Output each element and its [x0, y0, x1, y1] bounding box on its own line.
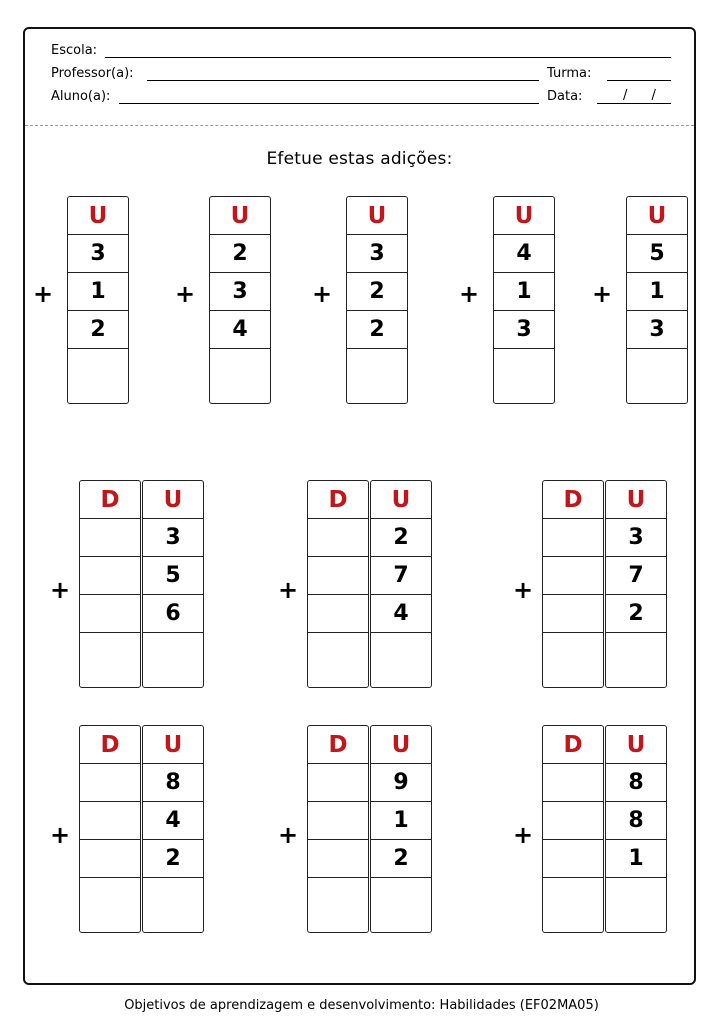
units-column	[493, 196, 555, 404]
addend-digit: 2	[371, 519, 431, 557]
answer-box-units[interactable]	[371, 878, 431, 930]
answer-box-units[interactable]	[143, 878, 203, 930]
tens-header: D	[543, 481, 603, 519]
student-label: Aluno(a):	[51, 89, 111, 104]
units-header: U	[371, 481, 431, 519]
tens-empty-cell[interactable]	[80, 840, 140, 878]
addend-digit: 3	[494, 311, 554, 349]
addend-digit: 4	[371, 595, 431, 633]
answer-box-tens[interactable]	[308, 633, 368, 685]
addend-digit: 9	[371, 764, 431, 802]
tens-column	[307, 480, 369, 688]
tens-empty-cell[interactable]	[80, 557, 140, 595]
units-header: U	[606, 726, 666, 764]
tens-empty-cell[interactable]	[308, 840, 368, 878]
tens-empty-cell[interactable]	[80, 595, 140, 633]
tens-empty-cell[interactable]	[543, 519, 603, 557]
addend-digit: 1	[68, 273, 128, 311]
units-header: U	[68, 197, 128, 235]
plus-sign: +	[278, 821, 299, 849]
plus-sign: +	[513, 576, 534, 604]
tens-column	[542, 480, 604, 688]
units-header: U	[606, 481, 666, 519]
addend-digit: 8	[606, 802, 666, 840]
addend-digit: 6	[143, 595, 203, 633]
addend-digit: 8	[143, 764, 203, 802]
addend-digit: 2	[347, 311, 407, 349]
tens-column	[542, 725, 604, 933]
addend-digit: 4	[494, 235, 554, 273]
units-column	[605, 480, 667, 688]
tens-column	[79, 725, 141, 933]
school-field[interactable]	[105, 43, 671, 58]
answer-box[interactable]	[347, 349, 407, 401]
addend-digit: 1	[606, 840, 666, 878]
addend-digit: 2	[371, 840, 431, 878]
addend-digit: 3	[347, 235, 407, 273]
addend-digit: 5	[627, 235, 687, 273]
tens-empty-cell[interactable]	[308, 595, 368, 633]
addend-digit: 2	[606, 595, 666, 633]
units-column	[142, 725, 204, 933]
plus-sign: +	[33, 280, 54, 308]
answer-box-units[interactable]	[371, 633, 431, 685]
addend-digit: 7	[606, 557, 666, 595]
class-label: Turma:	[547, 66, 592, 81]
tens-empty-cell[interactable]	[308, 764, 368, 802]
units-header: U	[210, 197, 270, 235]
header-divider	[25, 125, 694, 126]
addend-digit: 2	[210, 235, 270, 273]
tens-header: D	[80, 726, 140, 764]
student-field[interactable]	[119, 89, 539, 104]
addend-digit: 4	[210, 311, 270, 349]
plus-sign: +	[175, 280, 196, 308]
answer-box-units[interactable]	[606, 633, 666, 685]
plus-sign: +	[592, 280, 613, 308]
units-header: U	[347, 197, 407, 235]
units-header: U	[627, 197, 687, 235]
plus-sign: +	[50, 821, 71, 849]
plus-sign: +	[312, 280, 333, 308]
answer-box-tens[interactable]	[308, 878, 368, 930]
units-column	[370, 480, 432, 688]
units-column	[370, 725, 432, 933]
units-column	[209, 196, 271, 404]
units-column	[346, 196, 408, 404]
tens-empty-cell[interactable]	[80, 764, 140, 802]
addend-digit: 1	[371, 802, 431, 840]
teacher-field[interactable]	[147, 66, 539, 81]
plus-sign: +	[459, 280, 480, 308]
tens-empty-cell[interactable]	[543, 840, 603, 878]
addend-digit: 3	[210, 273, 270, 311]
plus-sign: +	[513, 821, 534, 849]
units-column	[605, 725, 667, 933]
tens-empty-cell[interactable]	[543, 595, 603, 633]
addend-digit: 1	[494, 273, 554, 311]
date-label: Data:	[547, 89, 583, 104]
addend-digit: 4	[143, 802, 203, 840]
tens-header: D	[308, 481, 368, 519]
answer-box-tens[interactable]	[543, 878, 603, 930]
school-label: Escola:	[51, 43, 98, 58]
tens-empty-cell[interactable]	[543, 557, 603, 595]
tens-column	[307, 725, 369, 933]
answer-box-tens[interactable]	[80, 878, 140, 930]
units-header: U	[143, 481, 203, 519]
addend-digit: 3	[143, 519, 203, 557]
footer-skills-note: Objetivos de aprendizagem e desenvolvimento: Habilidades (EF02MA05)	[124, 998, 599, 1013]
class-field[interactable]	[607, 66, 671, 81]
teacher-label: Professor(a):	[51, 66, 134, 81]
addend-digit: 2	[347, 273, 407, 311]
tens-empty-cell[interactable]	[543, 802, 603, 840]
tens-empty-cell[interactable]	[308, 519, 368, 557]
answer-box[interactable]	[627, 349, 687, 401]
tens-empty-cell[interactable]	[80, 802, 140, 840]
school-row	[51, 43, 671, 61]
units-column	[67, 196, 129, 404]
units-column	[142, 480, 204, 688]
tens-header: D	[80, 481, 140, 519]
answer-box[interactable]	[68, 349, 128, 401]
units-header: U	[494, 197, 554, 235]
tens-empty-cell[interactable]	[543, 764, 603, 802]
addend-digit: 1	[627, 273, 687, 311]
tens-header: D	[543, 726, 603, 764]
addend-digit: 3	[627, 311, 687, 349]
addend-digit: 7	[371, 557, 431, 595]
answer-box[interactable]	[210, 349, 270, 401]
answer-box-units[interactable]	[143, 633, 203, 685]
tens-header: D	[308, 726, 368, 764]
addend-digit: 3	[606, 519, 666, 557]
addend-digit: 5	[143, 557, 203, 595]
answer-box-tens[interactable]	[80, 633, 140, 685]
plus-sign: +	[50, 576, 71, 604]
addend-digit: 8	[606, 764, 666, 802]
units-header: U	[143, 726, 203, 764]
units-header: U	[371, 726, 431, 764]
addend-digit: 2	[143, 840, 203, 878]
tens-empty-cell[interactable]	[80, 519, 140, 557]
date-value: / /	[623, 88, 666, 103]
addend-digit: 3	[68, 235, 128, 273]
plus-sign: +	[278, 576, 299, 604]
units-column	[626, 196, 688, 404]
instruction-title: Efetue estas adições:	[266, 149, 453, 169]
answer-box-units[interactable]	[606, 878, 666, 930]
student-row	[51, 89, 671, 107]
teacher-row	[51, 66, 671, 84]
answer-box-tens[interactable]	[543, 633, 603, 685]
answer-box[interactable]	[494, 349, 554, 401]
tens-empty-cell[interactable]	[308, 802, 368, 840]
tens-empty-cell[interactable]	[308, 557, 368, 595]
addend-digit: 2	[68, 311, 128, 349]
tens-column	[79, 480, 141, 688]
